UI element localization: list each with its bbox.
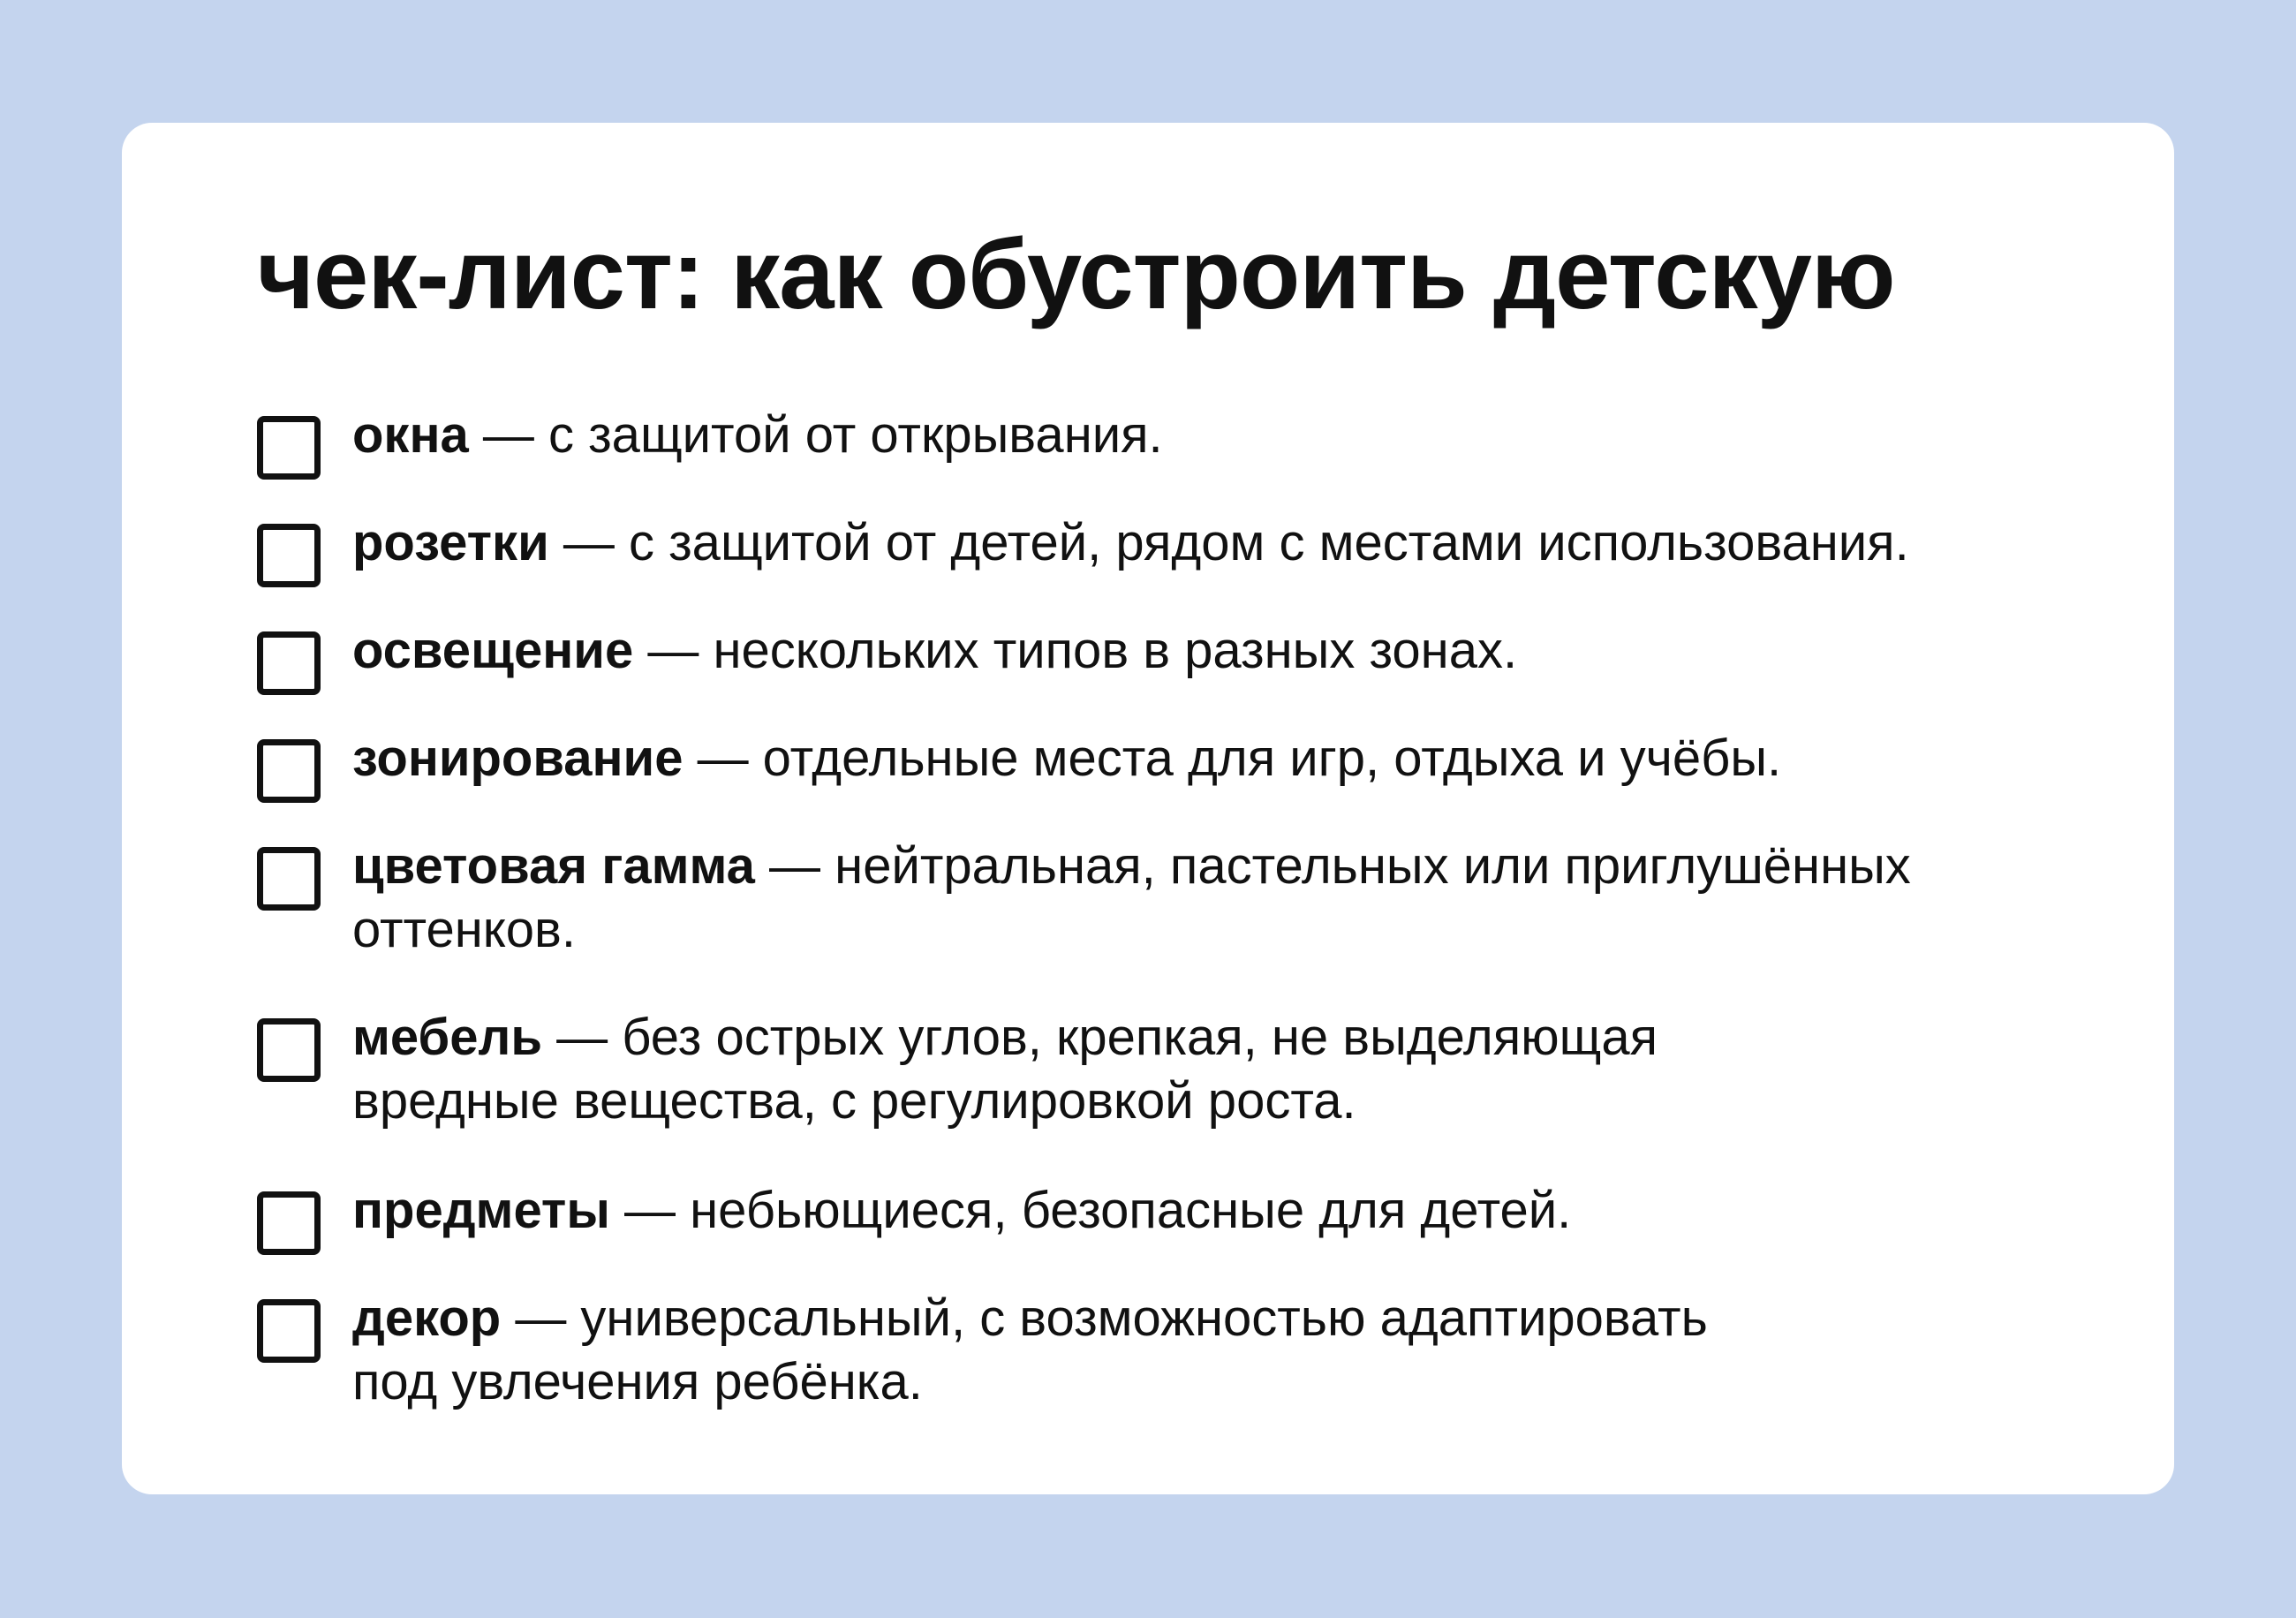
item-description: — нейтральная, пастельных или приглушённых xyxy=(754,837,1911,895)
item-description-continued: оттенков. xyxy=(352,901,576,958)
item-description: — с защитой от открывания. xyxy=(468,406,1163,464)
checkbox[interactable] xyxy=(257,847,321,911)
checkbox[interactable] xyxy=(257,1299,321,1363)
list-item-lighting xyxy=(257,619,2138,695)
checkbox[interactable] xyxy=(257,1191,321,1255)
item-description: — небьющиеся, безопасные для детей. xyxy=(609,1182,1572,1239)
list-item-zoning xyxy=(257,727,2138,803)
checkbox[interactable] xyxy=(257,1018,321,1082)
checkbox[interactable] xyxy=(257,631,321,695)
checkbox[interactable] xyxy=(257,524,321,587)
item-text xyxy=(352,404,1163,467)
item-text xyxy=(352,619,1517,683)
list-item-objects xyxy=(257,1179,2138,1255)
item-description: — нескольких типов в разных зонах. xyxy=(633,622,1518,679)
item-description: — с защитой от детей, рядом с местами использования. xyxy=(548,514,1909,571)
item-description: — универсальный, с возможностью адаптировать xyxy=(501,1289,1708,1347)
list-item-color-scheme xyxy=(257,835,2138,962)
item-term: розетки xyxy=(352,514,549,571)
item-term: зонирование xyxy=(352,730,684,787)
item-text xyxy=(352,1287,1708,1414)
checkbox[interactable] xyxy=(257,739,321,803)
item-term: освещение xyxy=(352,622,634,679)
item-text xyxy=(352,1179,1571,1243)
item-term: окна xyxy=(352,406,469,464)
list-item-windows xyxy=(257,404,2138,480)
list-item-decor xyxy=(257,1287,2138,1414)
item-description: — без острых углов, крепкая, не выделяющая xyxy=(541,1009,1658,1066)
item-term: декор xyxy=(352,1289,502,1347)
item-term: цветовая гамма xyxy=(352,837,755,895)
page-title: чек-лист: как обустроить детскую xyxy=(257,219,1895,329)
item-text xyxy=(352,727,1781,790)
checkbox[interactable] xyxy=(257,416,321,480)
item-description-continued: вредные вещества, с регулировкой роста. xyxy=(352,1072,1356,1130)
list-item-furniture xyxy=(257,1006,2138,1133)
item-text xyxy=(352,1006,1658,1133)
item-text xyxy=(352,835,1911,962)
list-item-sockets xyxy=(257,511,2138,587)
checklist-card xyxy=(122,123,2174,1494)
item-text xyxy=(352,511,1909,575)
item-description: — отдельные места для игр, отдыха и учёбы. xyxy=(683,730,1782,787)
item-description-continued: под увлечения ребёнка. xyxy=(352,1353,923,1410)
item-term: мебель xyxy=(352,1009,542,1066)
item-term: предметы xyxy=(352,1182,610,1239)
